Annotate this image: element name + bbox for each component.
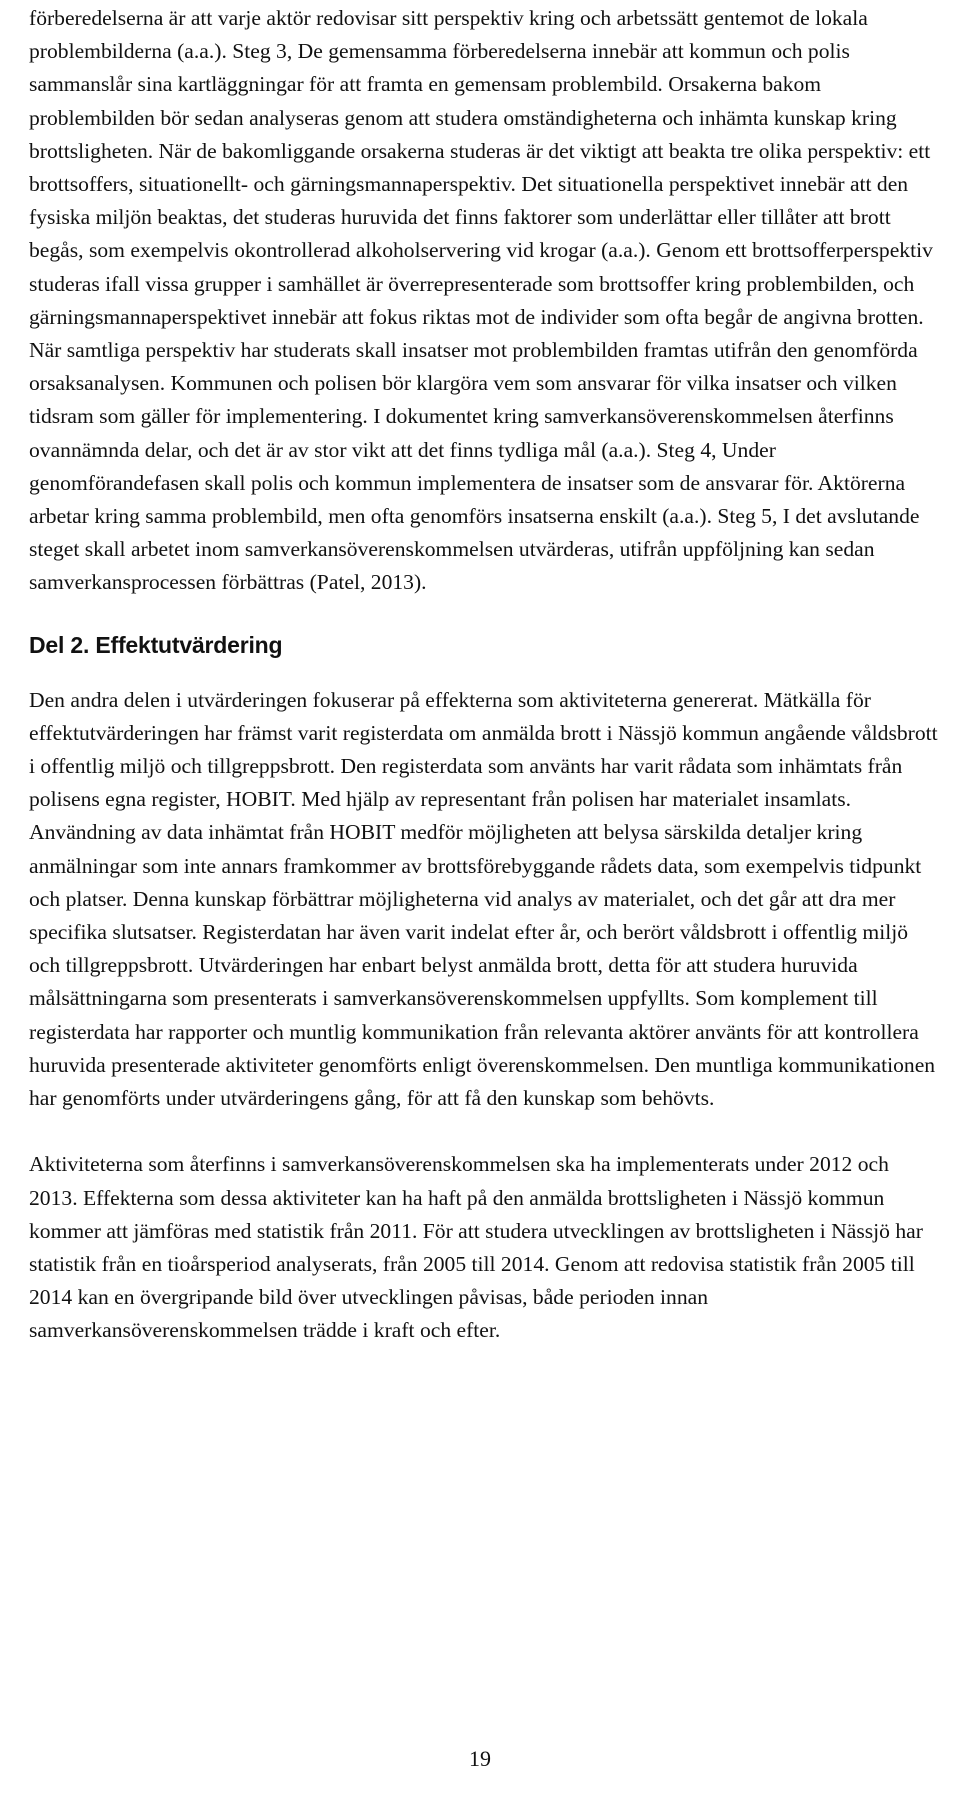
section-heading: Del 2. Effektutvärdering (29, 631, 283, 658)
document-page (29, 0, 941, 1348)
body-paragraph-3: Aktiviteterna som återfinns i samverkansöverenskommelsen ska ha implementerats under 2012 och 2013. Effekterna som dessa aktiviteter kan ha haft på den anmälda brottsligheten i Nässjö kommun kommer att jämföras med statistik från 2011. För att studera utvecklingen av brottsligheten i Nässjö har statistik från en tioårsperiod analyserats, från 2005 till 2014. Genom att redovisa statistik från 2005 till 2014 kan en övergripande bild över utvecklingen påvisas, både perioden innan samverkansöverenskommelsen trädde i kraft och efter. (29, 1152, 923, 1343)
body-paragraph-1: förberedelserna är att varje aktör redovisar sitt perspektiv kring och arbetssätt gentemot de lokala problembilderna (a.a.). Steg 3, De gemensamma förberedelserna innebär att kommun och polis sammanslår sina kartläggningar för att framta en gemensam problembild. Orsakerna bakom problembilden bör sedan analyseras genom att studera omständigheterna och inhämta kunskap kring brottsligheten. När de bakomliggande orsakerna studeras är det viktigt att beakta tre olika perspektiv: ett brottsoffers, situationellt- och gärningsmannaperspektiv. Det situationella perspektivet innebär att den fysiska miljön beaktas, det studeras huruvida det finns faktorer som underlättar eller tillåter att brott begås, som exempelvis okontrollerad alkoholservering vid krogar (a.a.). Genom ett brottsofferperspektiv studeras ifall vissa grupper i samhället är överrepresenterade som brottsoffer kring problembilden, och gärningsmannaperspektivet innebär att fokus riktas mot de individer som ofta begår de angivna brotten. När samtliga perspektiv har studerats skall insatser mot problembilden framtas utifrån den genomförda orsaksanalysen. Kommunen och polisen bör klargöra vem som ansvarar för vilka insatser och vilken tidsram som gäller för implementering. I dokumentet kring samverkansöverenskommelsen återfinns ovannämnda delar, och det är av stor vikt att det finns tydliga mål (a.a.). Steg 4, Under genomförandefasen skall polis och kommun implementera de insatser som de ansvarar för. Aktörerna arbetar kring samma problembild, men ofta genomförs insatserna enskilt (a.a.). Steg 5, I det avslutande steget skall arbetet inom samverkansöverenskommelsen utvärderas, utifrån uppföljning kan sedan samverkansprocessen förbättras (Patel, 2013). (29, 6, 933, 595)
page-number: 19 (469, 1746, 491, 1771)
body-paragraph-2: Den andra delen i utvärderingen fokuserar på effekterna som aktiviteterna genererat. Mätkälla för effektutvärderingen har främst varit registerdata om anmälda brott i Nässjö kommun angående våldsbrott i offentlig miljö och tillgreppsbrott. Den registerdata som använts har varit rådata som inhämtats från polisens egna register, HOBIT. Med hjälp av representant från polisen har materialet insamlats. Användning av data inhämtat från HOBIT medför möjligheten att belysa särskilda detaljer kring anmälningar som inte annars framkommer av brottsförebyggande rådets data, som exempelvis tidpunkt och platser. Denna kunskap förbättrar möjligheterna vid analys av materialet, och det går att dra mer specifika slutsatser. Registerdatan har även varit indelat efter år, och berört våldsbrott i offentlig miljö och tillgreppsbrott. Utvärderingen har enbart belyst anmälda brott, detta för att studera huruvida målsättningarna som presenterats i samverkansöverenskommelsen uppfyllts. Som komplement till registerdata har rapporter och muntlig kommunikation från relevanta aktörer använts för att kontrollera huruvida presenterade aktiviteter genomförts enligt överenskommelsen. Den muntliga kommunikationen har genomförts under utvärderingens gång, för att få den kunskap som behövts. (29, 687, 938, 1111)
